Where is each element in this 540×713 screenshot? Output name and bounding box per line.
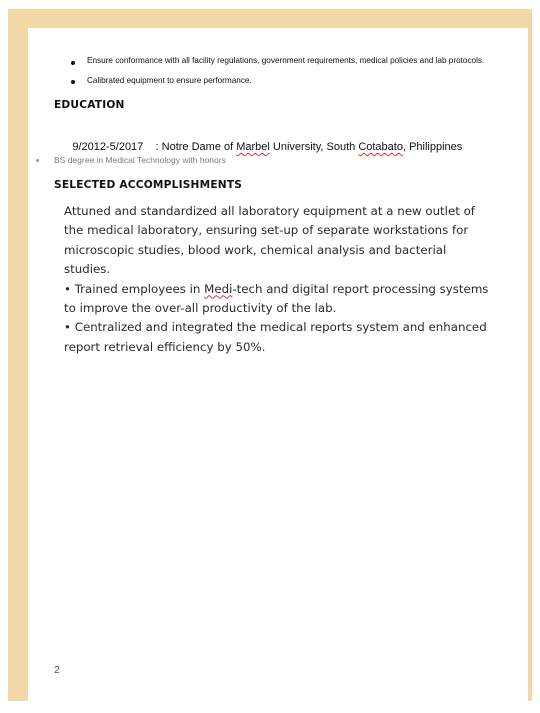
accomplishment-paragraph: • Centralized and integrated the medical reports system and enhanced report retrieval efficiency by 50%. [64,320,487,354]
accomplishments-heading: SELECTED ACCOMPLISHMENTS [54,179,243,191]
accomplishment-paragraph: • Trained employees in Medi-tech and digital report processing systems to improve the over-all productivity of the lab. [64,281,489,316]
bullet-dot [71,80,75,84]
bullet-dot [71,61,75,65]
spellcheck-word: Marbel [236,141,270,153]
bullet-text: Ensure conformance with all facility regulations, government requirements, medical policies and lab protocols. [87,56,485,65]
page-number: 2 [54,664,60,676]
spellcheck-word: Cotabato [358,141,403,153]
accomplishments-body [64,202,492,357]
degree-bullet [36,159,39,162]
school-mid: University, South [269,141,359,153]
document-page [28,28,528,704]
bullet-text: Calibrated equipment to ensure performance. [87,76,252,85]
school-suffix: , Philippines [402,141,463,153]
degree-text: BS degree in Medical Technology with honors [54,155,226,165]
education-dates: 9/2012-5/2017 [72,141,144,153]
accomplishment-paragraph: Attuned and standardized all laboratory equipment at a new outlet of the medical laboratory, ensuring set-up of separate workstations for microscopic studies, blood work, chemical analysis and bacterial studies. [64,204,475,277]
school-prefix: : Notre Dame of [155,141,237,153]
spellcheck-word: Medi [204,281,233,296]
page-frame [8,9,532,701]
education-heading: EDUCATION [54,99,125,111]
